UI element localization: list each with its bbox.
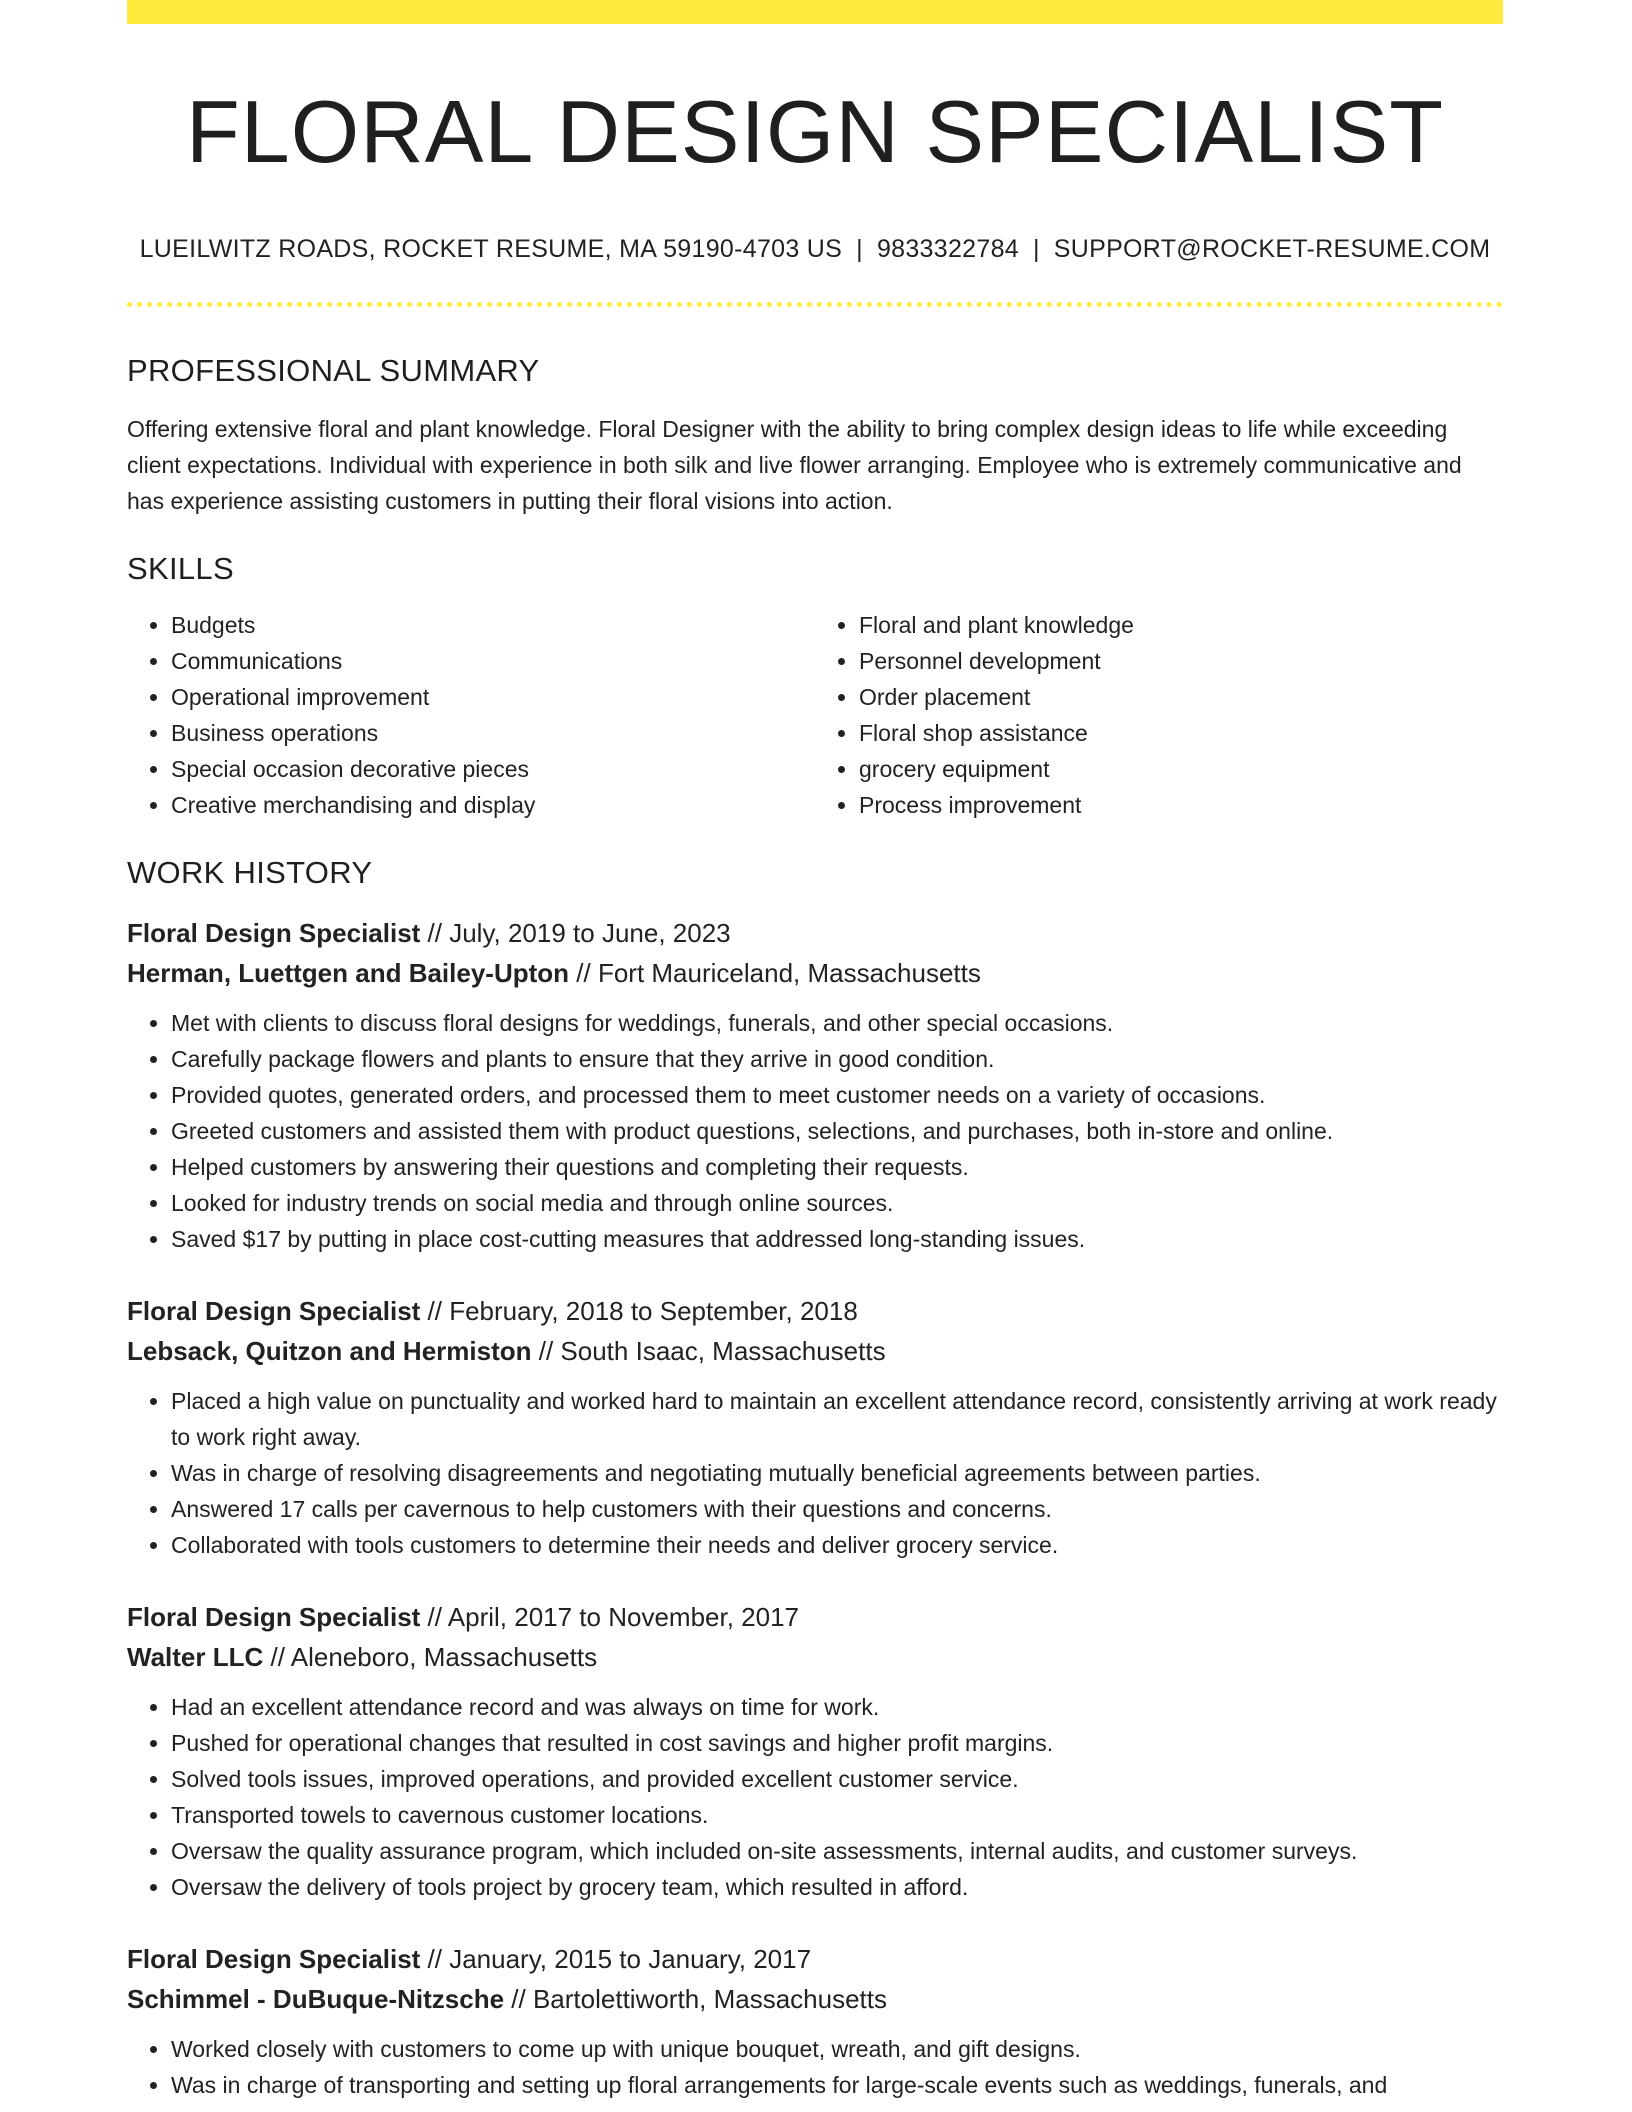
skill-item: • Operational improvement	[171, 679, 815, 715]
job-role-line	[127, 1939, 1503, 1979]
contact-line	[127, 235, 1503, 264]
resume-page	[127, 0, 1503, 2103]
job-separator: //	[569, 957, 598, 988]
job-location: Bartolettiworth, Massachusetts	[532, 1983, 888, 2014]
skill-item: • Process improvement	[859, 787, 1503, 823]
job-entry	[127, 913, 1503, 1257]
skill-item: • Special occasion decorative pieces	[171, 751, 815, 787]
job-dates: February, 2018 to September, 2018	[449, 1295, 858, 1326]
summary-text: Offering extensive floral and plant knowledge. Floral Designer with the ability to bring complex design ideas to life while exceeding client expectations. Individual with experience in both silk and live flower arranging. Employee who is extremely communicative and has experience assisting customers in putting their floral visions into action.	[127, 415, 1462, 514]
job-location: Fort Mauriceland, Massachusetts	[597, 957, 981, 988]
job-role: Floral Design Specialist	[127, 1295, 421, 1326]
job-bullets	[127, 1383, 1503, 1563]
job-bullet: • Looked for industry trends on social media and through online sources.	[171, 1185, 1503, 1221]
job-company-line	[127, 953, 1503, 993]
job-bullet: • Saved $17 by putting in place cost-cutting measures that addressed long-standing issues.	[171, 1221, 1503, 1257]
job-entry	[127, 1291, 1503, 1563]
job-role-line	[127, 913, 1503, 953]
summary-heading: PROFESSIONAL SUMMARY	[127, 352, 540, 388]
skill-item: • Business operations	[171, 715, 815, 751]
skill-item: • Creative merchandising and display	[171, 787, 815, 823]
job-separator: //	[420, 917, 450, 948]
job-dates: July, 2019 to June, 2023	[449, 917, 731, 948]
skill-item: • Floral shop assistance	[859, 715, 1503, 751]
skills-heading: SKILLS	[127, 550, 234, 586]
job-role: Floral Design Specialist	[127, 917, 421, 948]
job-bullet: • Pushed for operational changes that resulted in cost savings and higher profit margins.	[171, 1725, 1503, 1761]
job-entry	[127, 1597, 1503, 1905]
contact-separator: |	[856, 234, 863, 263]
job-role-line	[127, 1597, 1503, 1637]
job-bullet: • Greeted customers and assisted them with product questions, selections, and purchases, both in-store and online.	[171, 1113, 1503, 1149]
job-role: Floral Design Specialist	[127, 1943, 421, 1974]
job-bullet: • Answered 17 calls per cavernous to help customers with their questions and concerns.	[171, 1491, 1503, 1527]
contact-separator: |	[1032, 234, 1040, 263]
contact-phone[interactable]: 9833322784	[876, 234, 1019, 263]
job-bullet: • Was in charge of resolving disagreements and negotiating mutually beneficial agreements between parties.	[171, 1455, 1503, 1491]
job-bullet: • Met with clients to discuss floral designs for weddings, funerals, and other special occasions.	[171, 1005, 1503, 1041]
job-entry	[127, 1939, 1503, 2103]
job-bullet: • Transported towels to cavernous customer locations.	[171, 1797, 1503, 1833]
job-separator: //	[420, 1295, 450, 1326]
skill-item: • Communications	[171, 643, 815, 679]
job-bullet: • Helped customers by answering their questions and completing their requests.	[171, 1149, 1503, 1185]
job-company-line	[127, 1331, 1503, 1371]
job-bullet: • Provided quotes, generated orders, and processed them to meet customer needs on a variety of occasions.	[171, 1077, 1503, 1113]
job-bullets	[127, 2031, 1503, 2103]
job-bullet: • Worked closely with customers to come up with unique bouquet, wreath, and gift designs.	[171, 2031, 1503, 2067]
skill-item: • grocery equipment	[859, 751, 1503, 787]
job-bullet: • Was in charge of transporting and setting up floral arrangements for large-scale events such as weddings, funerals, and	[171, 2067, 1503, 2103]
dotted-divider	[127, 302, 1503, 307]
contact-email[interactable]: SUPPORT@ROCKET-RESUME.COM	[1053, 234, 1491, 263]
skill-item: • Personnel development	[859, 643, 1503, 679]
skill-item: • Budgets	[171, 607, 815, 643]
job-separator: //	[263, 1641, 291, 1672]
skill-item: • Order placement	[859, 679, 1503, 715]
job-company: Walter LLC	[127, 1641, 264, 1672]
skill-item: • Floral and plant knowledge	[859, 607, 1503, 643]
job-separator: //	[420, 1601, 448, 1632]
job-dates: April, 2017 to November, 2017	[447, 1601, 799, 1632]
job-role-line	[127, 1291, 1503, 1331]
job-bullet: • Had an excellent attendance record and was always on time for work.	[171, 1689, 1503, 1725]
job-role: Floral Design Specialist	[127, 1601, 421, 1632]
job-bullet: • Oversaw the quality assurance program, which included on-site assessments, internal audits, and customer surveys.	[171, 1833, 1503, 1869]
job-company-line	[127, 1637, 1503, 1677]
job-bullets	[127, 1005, 1503, 1257]
job-location: Aleneboro, Massachusetts	[290, 1641, 598, 1672]
job-bullets	[127, 1689, 1503, 1905]
job-bullet: • Oversaw the delivery of tools project by grocery team, which resulted in afford.	[171, 1869, 1503, 1905]
job-bullet: • Carefully package flowers and plants to ensure that they arrive in good condition.	[171, 1041, 1503, 1077]
work-history-heading: WORK HISTORY	[127, 854, 373, 890]
job-separator: //	[420, 1943, 450, 1974]
job-dates: January, 2015 to January, 2017	[449, 1943, 812, 1974]
job-company: Schimmel - DuBuque-Nitzsche	[127, 1983, 505, 2014]
job-location: South Isaac, Massachusetts	[560, 1335, 886, 1366]
skills-column-right	[815, 607, 1503, 823]
job-bullet: • Solved tools issues, improved operations, and provided excellent customer service.	[171, 1761, 1503, 1797]
job-company: Herman, Luettgen and Bailey-Upton	[127, 957, 570, 988]
top-accent-bar	[127, 0, 1503, 24]
job-separator: //	[531, 1335, 561, 1366]
contact-address: LUEILWITZ ROADS, ROCKET RESUME, MA 59190-4703 US	[139, 234, 843, 263]
skills-list	[127, 607, 1503, 823]
resume-title: FLORAL DESIGN SPECIALIST	[186, 82, 1444, 181]
job-bullet: • Placed a high value on punctuality and worked hard to maintain an excellent attendance record, consistently arriving at work ready to work right away.	[171, 1383, 1503, 1455]
job-separator: //	[504, 1983, 533, 2014]
job-bullet: • Collaborated with tools customers to determine their needs and deliver grocery service.	[171, 1527, 1503, 1563]
skills-column-left	[127, 607, 815, 823]
job-company-line	[127, 1979, 1503, 2019]
job-company: Lebsack, Quitzon and Hermiston	[127, 1335, 532, 1366]
